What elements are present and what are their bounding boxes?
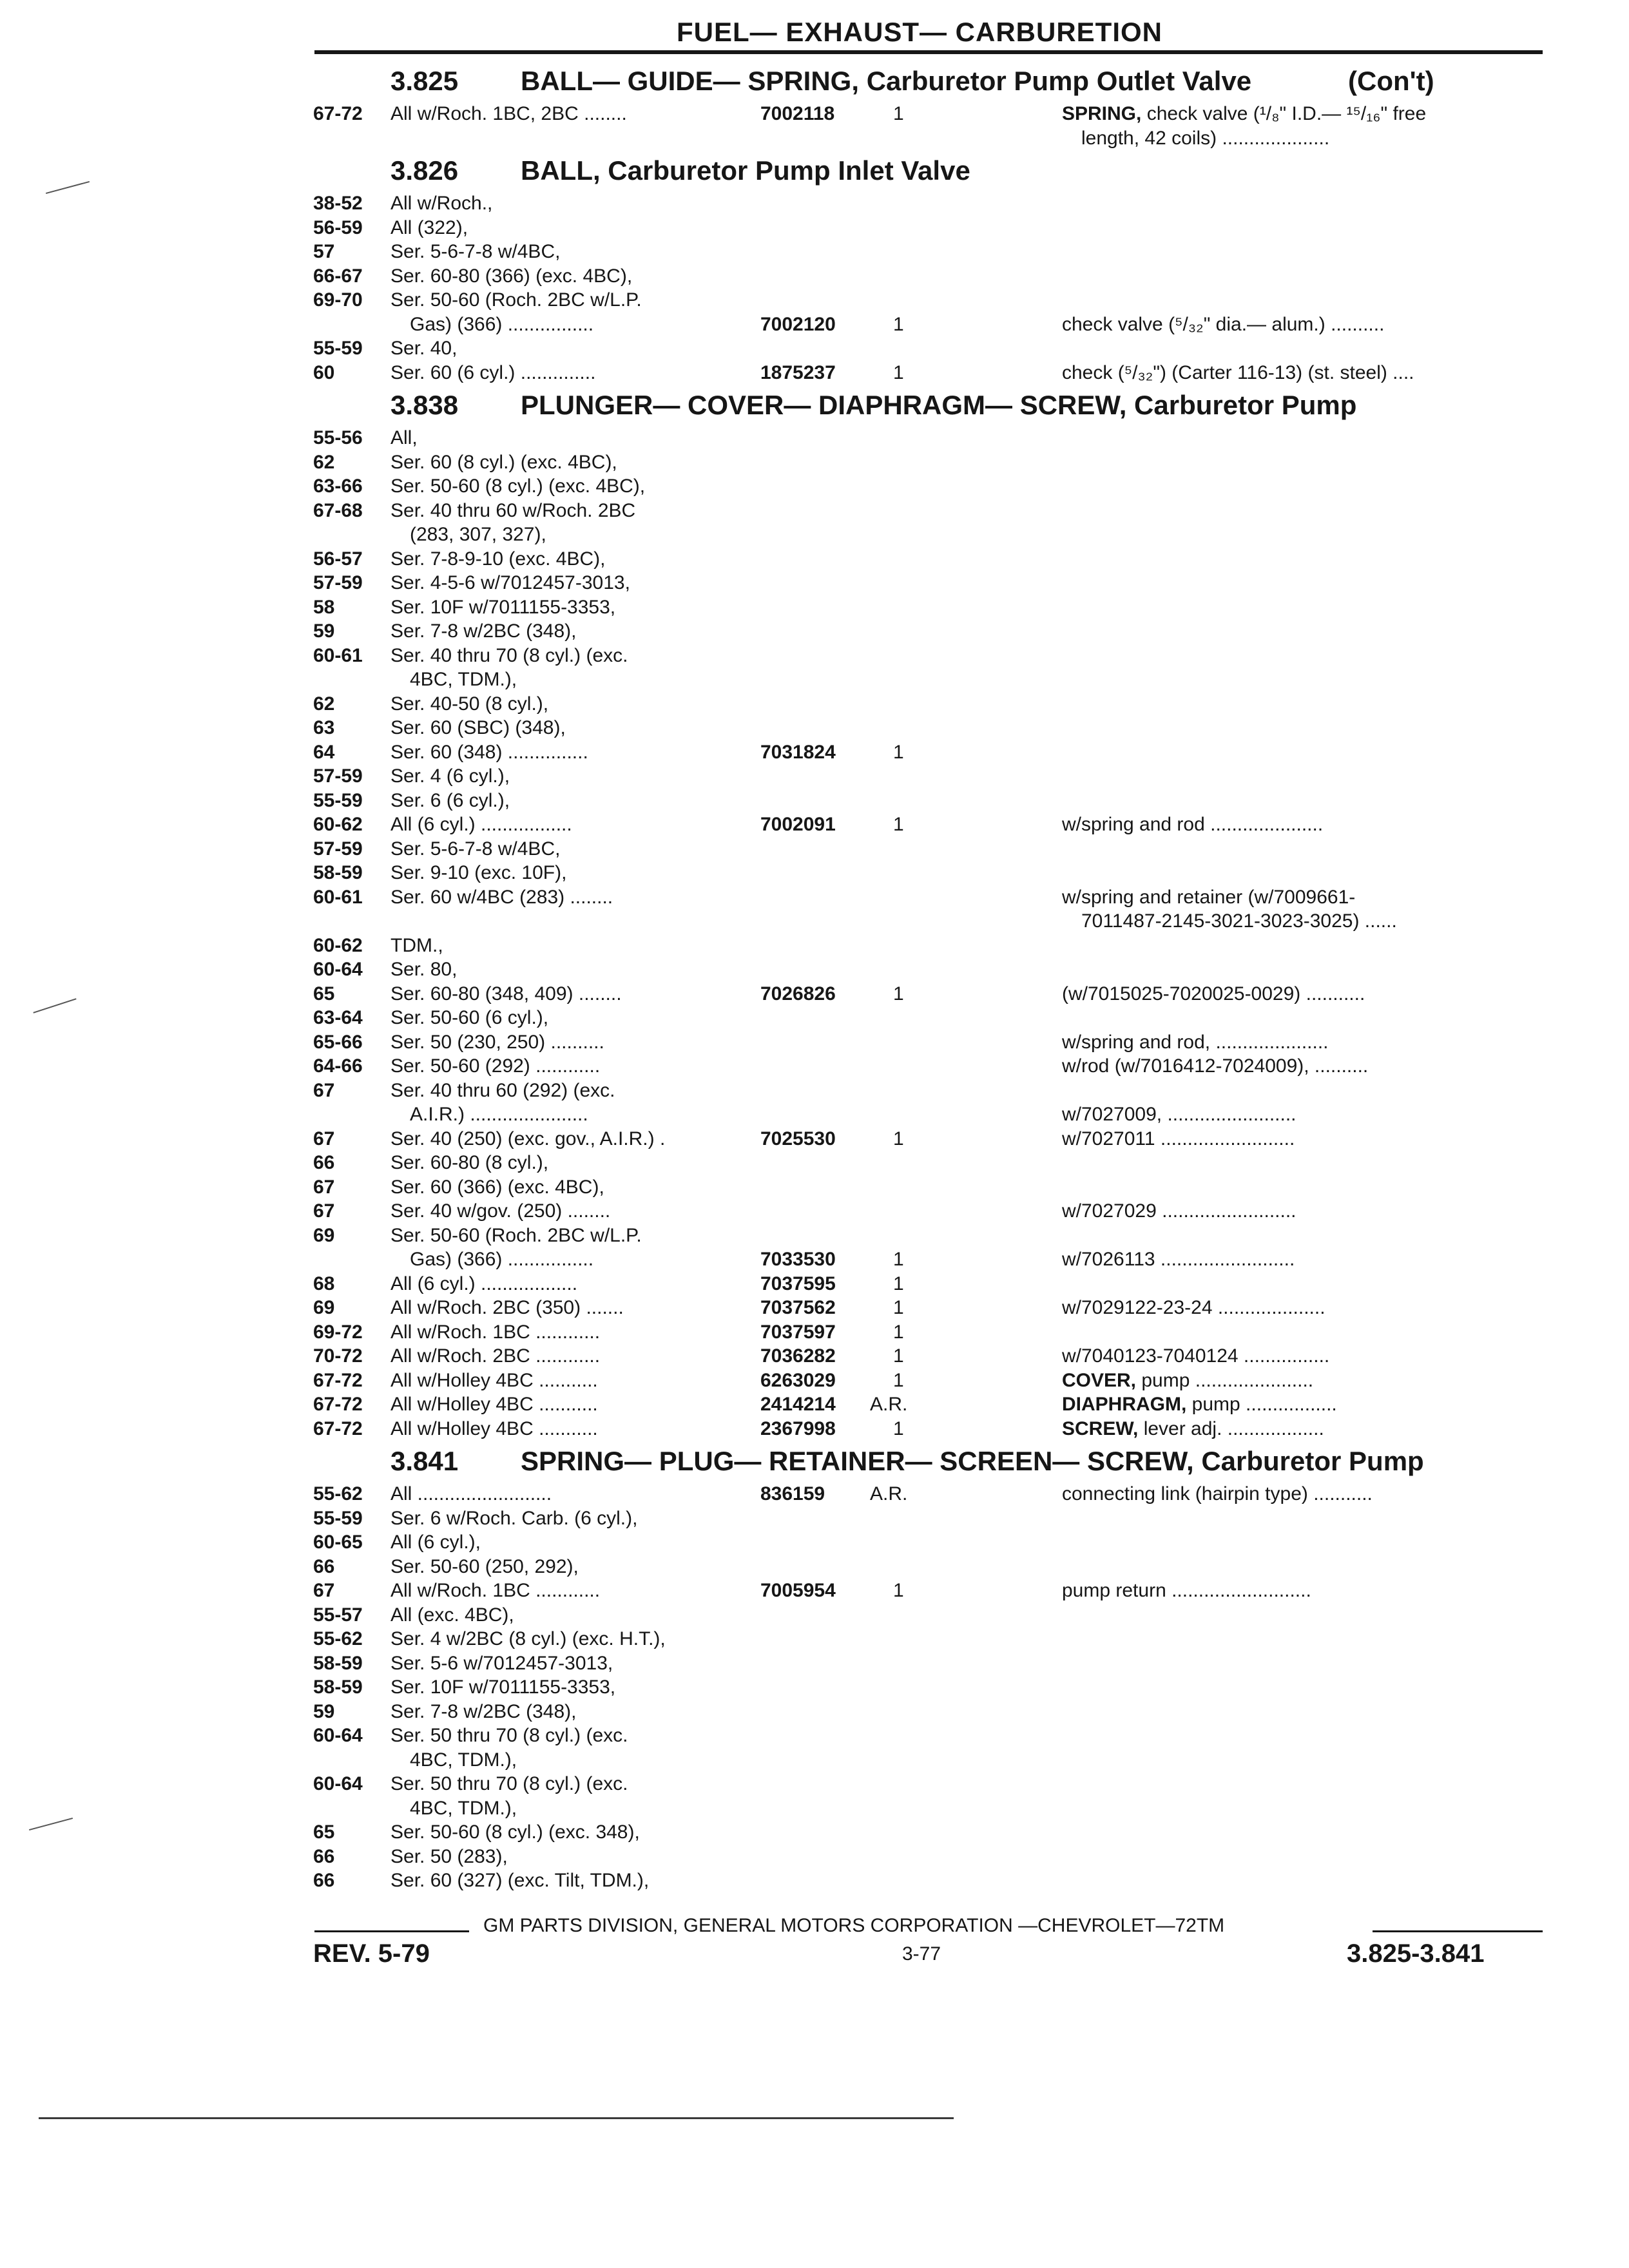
- application: All (322),: [390, 216, 468, 238]
- application: Ser. 60 (8 cyl.) (exc. 4BC),: [390, 451, 617, 473]
- application: Ser. 60 w/4BC (283) ........: [390, 886, 613, 908]
- section-number: 3.838: [390, 390, 459, 420]
- table-row: [0, 764, 1629, 789]
- application: 4BC, TDM.),: [410, 1749, 517, 1771]
- description: w/rod (w/7016412-7024009), ..........: [1062, 1055, 1369, 1077]
- table-row: [0, 1320, 1629, 1345]
- quantity: 1: [893, 1273, 904, 1294]
- section-heading: [0, 1441, 1629, 1482]
- section-continued: (Con't): [1348, 66, 1434, 96]
- parts-listing: [0, 61, 1629, 1893]
- application: Ser. 50-60 (Roch. 2BC w/L.P.: [390, 1224, 642, 1246]
- application: Ser. 50 thru 70 (8 cyl.) (exc.: [390, 1725, 628, 1746]
- application: Ser. 50 (230, 250) ..........: [390, 1031, 604, 1053]
- model-years: 58-59: [313, 1677, 363, 1698]
- section-3-826: [0, 150, 1629, 385]
- application: Ser. 7-8 w/2BC (348),: [390, 620, 577, 642]
- table-row: [0, 1506, 1629, 1531]
- description: 7011487-2145-3021-3023-3025) ......: [1081, 910, 1397, 932]
- application: Ser. 10F w/7011155-3353,: [390, 1677, 616, 1698]
- model-years: 55-62: [313, 1628, 363, 1649]
- table-row: [0, 1344, 1629, 1369]
- section-range: 3.825-3.841: [1347, 1939, 1485, 1968]
- model-years: 67: [313, 1200, 335, 1222]
- application: Ser. 60 (6 cyl.) ..............: [390, 361, 596, 383]
- part-number: 7002120: [760, 313, 836, 335]
- description: (w/7015025-7020025-0029) ...........: [1062, 983, 1365, 1004]
- quantity: 1: [893, 741, 904, 763]
- part-number: 7033530: [760, 1249, 836, 1270]
- model-years: 67-72: [313, 103, 363, 124]
- table-row: [0, 426, 1629, 450]
- quantity: 1: [893, 1128, 904, 1149]
- table-row: [0, 1392, 1629, 1417]
- application: Ser. 40 thru 60 w/Roch. 2BC: [390, 499, 636, 521]
- table-row: [0, 934, 1629, 958]
- model-years: 59: [313, 1700, 335, 1722]
- table-row: [0, 1030, 1629, 1055]
- model-years: 57-59: [313, 572, 363, 593]
- table-row: [0, 1820, 1629, 1845]
- page-number: 3-77: [902, 1943, 941, 1965]
- table-row: [0, 982, 1629, 1006]
- quantity: 1: [893, 1345, 904, 1367]
- model-years: 55-59: [313, 789, 363, 811]
- model-years: 66: [313, 1870, 335, 1891]
- table-row: [0, 716, 1629, 740]
- quantity: 1: [893, 983, 904, 1004]
- table-row: [0, 595, 1629, 620]
- table-row: [0, 336, 1629, 361]
- application: A.I.R.) ......................: [410, 1104, 588, 1125]
- application: Gas) (366) ................: [410, 1249, 594, 1270]
- table-row: [0, 837, 1629, 861]
- section-title: PLUNGER— COVER— DIAPHRAGM— SCREW, Carburetor Pump: [521, 390, 1357, 420]
- part-number: 7031824: [760, 741, 836, 763]
- description: w/7026113 .........................: [1062, 1249, 1295, 1270]
- model-years: 58-59: [313, 862, 363, 883]
- description: w/spring and retainer (w/7009661-: [1062, 886, 1356, 908]
- table-row: [0, 1247, 1629, 1272]
- model-years: 65-66: [313, 1031, 363, 1053]
- table-row: [0, 1175, 1629, 1200]
- application: Ser. 50-60 (8 cyl.) (exc. 348),: [390, 1821, 640, 1843]
- model-years: 67-68: [313, 499, 363, 521]
- table-row: [0, 264, 1629, 289]
- description: connecting link (hairpin type) ...........: [1062, 1483, 1373, 1504]
- model-years: 67: [313, 1580, 335, 1601]
- quantity: 1: [893, 313, 904, 335]
- table-row: [0, 240, 1629, 264]
- part-number: 7036282: [760, 1345, 836, 1367]
- application: Ser. 50-60 (8 cyl.) (exc. 4BC),: [390, 476, 646, 497]
- table-row: [0, 361, 1629, 385]
- section-title: BALL— GUIDE— SPRING, Carburetor Pump Outlet Valve: [521, 66, 1252, 96]
- application: Ser. 5-6-7-8 w/4BC,: [390, 241, 561, 262]
- model-years: 55-56: [313, 427, 363, 448]
- table-row: [0, 1079, 1629, 1103]
- table-row: [0, 1006, 1629, 1030]
- model-years: 60-64: [313, 1725, 363, 1746]
- model-years: 57: [313, 241, 335, 262]
- application: Ser. 60 (366) (exc. 4BC),: [390, 1176, 604, 1198]
- model-years: 58-59: [313, 1652, 363, 1674]
- table-row: [0, 1675, 1629, 1700]
- table-row: [0, 1796, 1629, 1821]
- page-header-title: FUEL— EXHAUST— CARBURETION: [677, 17, 1163, 47]
- application: Ser. 50-60 (6 cyl.),: [390, 1007, 549, 1028]
- table-row: [0, 1199, 1629, 1224]
- table-row: [0, 1748, 1629, 1773]
- part-number: 7037595: [760, 1273, 836, 1294]
- application: Ser. 6 w/Roch. Carb. (6 cyl.),: [390, 1507, 638, 1529]
- application: All w/Roch.,: [390, 193, 493, 214]
- table-row: [0, 126, 1629, 151]
- application: 4BC, TDM.),: [410, 669, 517, 690]
- application: Ser. 4-5-6 w/7012457-3013,: [390, 572, 630, 593]
- application: Ser. 7-8 w/2BC (348),: [390, 1700, 577, 1722]
- quantity: 1: [893, 361, 904, 383]
- revision-label: REV. 5-79: [313, 1939, 430, 1968]
- table-row: [0, 474, 1629, 499]
- model-years: 63-64: [313, 1007, 363, 1028]
- model-years: 38-52: [313, 193, 363, 214]
- footer-rule-left: [314, 1930, 469, 1932]
- model-years: 64: [313, 741, 335, 763]
- section-title: SPRING— PLUG— RETAINER— SCREEN— SCREW, Carburetor Pump: [521, 1446, 1424, 1476]
- table-row: [0, 1272, 1629, 1296]
- part-number: 7037597: [760, 1321, 836, 1343]
- model-years: 58: [313, 596, 335, 618]
- quantity: A.R.: [870, 1394, 908, 1415]
- table-row: [0, 909, 1629, 934]
- description: w/7029122-23-24 ....................: [1062, 1297, 1325, 1318]
- quantity: 1: [893, 1297, 904, 1318]
- application: Ser. 5-6-7-8 w/4BC,: [390, 838, 561, 860]
- model-years: 62: [313, 451, 335, 473]
- model-years: 69-70: [313, 289, 363, 311]
- description: check (⁵/₃₂") (Carter 116-13) (st. steel) ....: [1062, 361, 1414, 383]
- application: All w/Roch. 2BC (350) .......: [390, 1297, 624, 1318]
- footer-rule-right: [1373, 1930, 1543, 1932]
- model-years: 59: [313, 620, 335, 642]
- application: Gas) (366) ................: [410, 313, 594, 335]
- table-row: [0, 288, 1629, 312]
- application: All w/Holley 4BC ...........: [390, 1394, 598, 1415]
- part-number: 6263029: [760, 1369, 836, 1391]
- application: Ser. 5-6 w/7012457-3013,: [390, 1652, 613, 1674]
- application: Ser. 50 thru 70 (8 cyl.) (exc.: [390, 1773, 628, 1794]
- model-years: 69: [313, 1297, 335, 1318]
- description: w/spring and rod .....................: [1062, 814, 1324, 835]
- model-years: 60-61: [313, 644, 363, 666]
- application: All,: [390, 427, 418, 448]
- description: pump return ..........................: [1062, 1580, 1311, 1601]
- part-number: 7025530: [760, 1128, 836, 1149]
- section-heading: [0, 385, 1629, 426]
- table-row: [0, 1555, 1629, 1579]
- table-row: [0, 644, 1629, 668]
- application: Ser. 50-60 (Roch. 2BC w/L.P.: [390, 289, 642, 311]
- application: All (6 cyl.),: [390, 1532, 481, 1553]
- table-row: [0, 1482, 1629, 1506]
- table-row: [0, 1151, 1629, 1175]
- model-years: 60-62: [313, 814, 363, 835]
- table-row: [0, 885, 1629, 910]
- application: Ser. 4 w/2BC (8 cyl.) (exc. H.T.),: [390, 1628, 666, 1649]
- section-number: 3.826: [390, 155, 459, 186]
- application: All (6 cyl.) .................: [390, 814, 572, 835]
- application: Ser. 40,: [390, 338, 458, 359]
- model-years: 68: [313, 1273, 335, 1294]
- table-row: [0, 523, 1629, 547]
- section-3-838: [0, 385, 1629, 1441]
- application: Ser. 40 thru 60 (292) (exc.: [390, 1079, 615, 1101]
- application: All w/Holley 4BC ...........: [390, 1369, 598, 1391]
- part-number: 7026826: [760, 983, 836, 1004]
- part-number: 2367998: [760, 1418, 836, 1439]
- application: Ser. 4 (6 cyl.),: [390, 765, 510, 787]
- model-years: 57-59: [313, 838, 363, 860]
- table-row: [0, 450, 1629, 475]
- application: Ser. 40-50 (8 cyl.),: [390, 693, 549, 715]
- application: Ser. 80,: [390, 959, 458, 980]
- part-number: 836159: [760, 1483, 825, 1504]
- table-row: [0, 692, 1629, 716]
- application: All .........................: [390, 1483, 552, 1504]
- application: Ser. 6 (6 cyl.),: [390, 789, 510, 811]
- description: length, 42 coils) ....................: [1081, 127, 1330, 149]
- table-row: [0, 571, 1629, 595]
- quantity: 1: [893, 1418, 904, 1439]
- application: Ser. 50-60 (292) ............: [390, 1055, 601, 1077]
- description: w/7027009, ........................: [1062, 1104, 1296, 1125]
- table-row: [0, 619, 1629, 644]
- model-years: 63: [313, 717, 335, 738]
- table-row: [0, 1651, 1629, 1676]
- table-row: [0, 1579, 1629, 1603]
- quantity: 1: [893, 103, 904, 124]
- description: w/7040123-7040124 ................: [1062, 1345, 1330, 1367]
- table-row: [0, 861, 1629, 885]
- table-row: [0, 499, 1629, 523]
- model-years: 67: [313, 1079, 335, 1101]
- description: SPRING, check valve (¹/₈" I.D.— ¹⁵/₁₆" free: [1062, 103, 1427, 124]
- application: Ser. 50-60 (250, 292),: [390, 1555, 579, 1577]
- part-number: 2414214: [760, 1394, 836, 1415]
- quantity: 1: [893, 1369, 904, 1391]
- table-row: [0, 789, 1629, 813]
- section-number: 3.825: [390, 66, 459, 96]
- model-years: 60-64: [313, 1773, 363, 1794]
- table-row: [0, 1102, 1629, 1127]
- model-years: 67-72: [313, 1369, 363, 1391]
- part-number: 1875237: [760, 361, 836, 383]
- section-heading: [0, 150, 1629, 191]
- section-3-825: [0, 61, 1629, 150]
- table-row: [0, 668, 1629, 692]
- table-row: [0, 312, 1629, 337]
- table-row: [0, 1724, 1629, 1748]
- table-row: [0, 1869, 1629, 1893]
- table-row: [0, 1417, 1629, 1441]
- application: All w/Roch. 1BC, 2BC ........: [390, 103, 627, 124]
- table-row: [0, 740, 1629, 765]
- application: TDM.,: [390, 934, 443, 956]
- table-row: [0, 1224, 1629, 1248]
- header-rule: [314, 50, 1543, 54]
- part-number: 7037562: [760, 1297, 836, 1318]
- model-years: 66: [313, 1555, 335, 1577]
- model-years: 67-72: [313, 1394, 363, 1415]
- application: (283, 307, 327),: [410, 524, 546, 545]
- model-years: 67: [313, 1176, 335, 1198]
- part-number: 7005954: [760, 1580, 836, 1601]
- description: SCREW, lever adj. ..................: [1062, 1418, 1324, 1439]
- description: COVER, pump ......................: [1062, 1369, 1314, 1391]
- model-years: 69-72: [313, 1321, 363, 1343]
- table-row: [0, 1369, 1629, 1393]
- application: Ser. 60 (348) ...............: [390, 741, 588, 763]
- quantity: 1: [893, 1321, 904, 1343]
- table-row: [0, 1603, 1629, 1628]
- table-row: [0, 1845, 1629, 1869]
- quantity: A.R.: [870, 1483, 908, 1504]
- model-years: 55-59: [313, 338, 363, 359]
- application: All w/Roch. 1BC ............: [390, 1321, 601, 1343]
- model-years: 67-72: [313, 1418, 363, 1439]
- description: check valve (⁵/₃₂" dia.— alum.) ..........: [1062, 313, 1385, 335]
- quantity: 1: [893, 1580, 904, 1601]
- application: Ser. 7-8-9-10 (exc. 4BC),: [390, 548, 606, 570]
- table-row: [0, 1127, 1629, 1151]
- table-row: [0, 191, 1629, 216]
- table-row: [0, 812, 1629, 837]
- description: w/7027029 .........................: [1062, 1200, 1296, 1222]
- model-years: 55-62: [313, 1483, 363, 1504]
- model-years: 70-72: [313, 1345, 363, 1367]
- application: All w/Holley 4BC ...........: [390, 1418, 598, 1439]
- application: Ser. 50 (283),: [390, 1845, 508, 1867]
- model-years: 66: [313, 1152, 335, 1173]
- section-number: 3.841: [390, 1446, 459, 1476]
- table-row: [0, 1054, 1629, 1079]
- application: Ser. 60-80 (366) (exc. 4BC),: [390, 265, 633, 287]
- table-row: [0, 547, 1629, 572]
- application: Ser. 40 (250) (exc. gov., A.I.R.) .: [390, 1128, 666, 1149]
- model-years: 63-66: [313, 476, 363, 497]
- application: Ser. 10F w/7011155-3353,: [390, 596, 616, 618]
- part-number: 7002118: [760, 103, 835, 124]
- table-row: [0, 102, 1629, 126]
- model-years: 67: [313, 1128, 335, 1149]
- section-heading: [0, 61, 1629, 102]
- model-years: 66-67: [313, 265, 363, 287]
- description: DIAPHRAGM, pump .................: [1062, 1394, 1337, 1415]
- description: w/7027011 .........................: [1062, 1128, 1295, 1149]
- model-years: 66: [313, 1845, 335, 1867]
- model-years: 64-66: [313, 1055, 363, 1077]
- table-row: [0, 957, 1629, 982]
- model-years: 60-65: [313, 1532, 363, 1553]
- description: w/spring and rod, .....................: [1062, 1031, 1329, 1053]
- application: Ser. 60 (327) (exc. Tilt, TDM.),: [390, 1870, 650, 1891]
- model-years: 60-64: [313, 959, 363, 980]
- table-row: [0, 1530, 1629, 1555]
- model-years: 60: [313, 361, 335, 383]
- application: Ser. 40 w/gov. (250) ........: [390, 1200, 611, 1222]
- scan-edge-line: [39, 2117, 954, 2119]
- application: Ser. 60-80 (348, 409) ........: [390, 983, 622, 1004]
- application: All (exc. 4BC),: [390, 1604, 514, 1626]
- application: Ser. 9-10 (exc. 10F),: [390, 862, 567, 883]
- application: All w/Roch. 2BC ............: [390, 1345, 601, 1367]
- model-years: 56-59: [313, 216, 363, 238]
- application: Ser. 60 (SBC) (348),: [390, 717, 566, 738]
- model-years: 60-61: [313, 886, 363, 908]
- model-years: 69: [313, 1224, 335, 1246]
- quantity: 1: [893, 1249, 904, 1270]
- model-years: 62: [313, 693, 335, 715]
- application: Ser. 60-80 (8 cyl.),: [390, 1152, 549, 1173]
- model-years: 55-59: [313, 1507, 363, 1529]
- table-row: [0, 216, 1629, 240]
- model-years: 60-62: [313, 934, 363, 956]
- part-number: 7002091: [760, 814, 836, 835]
- table-row: [0, 1772, 1629, 1796]
- table-row: [0, 1296, 1629, 1320]
- table-row: [0, 1700, 1629, 1724]
- model-years: 57-59: [313, 765, 363, 787]
- footer-text: GM PARTS DIVISION, GENERAL MOTORS CORPORATION —CHEVROLET—72TM: [483, 1915, 1225, 1936]
- model-years: 65: [313, 1821, 335, 1843]
- section-title: BALL, Carburetor Pump Inlet Valve: [521, 155, 970, 186]
- table-row: [0, 1627, 1629, 1651]
- application: All (6 cyl.) ..................: [390, 1273, 578, 1294]
- model-years: 56-57: [313, 548, 363, 570]
- application: 4BC, TDM.),: [410, 1797, 517, 1819]
- model-years: 55-57: [313, 1604, 363, 1626]
- quantity: 1: [893, 814, 904, 835]
- application: All w/Roch. 1BC ............: [390, 1580, 601, 1601]
- model-years: 65: [313, 983, 335, 1004]
- application: Ser. 40 thru 70 (8 cyl.) (exc.: [390, 644, 628, 666]
- section-3-841: [0, 1441, 1629, 1893]
